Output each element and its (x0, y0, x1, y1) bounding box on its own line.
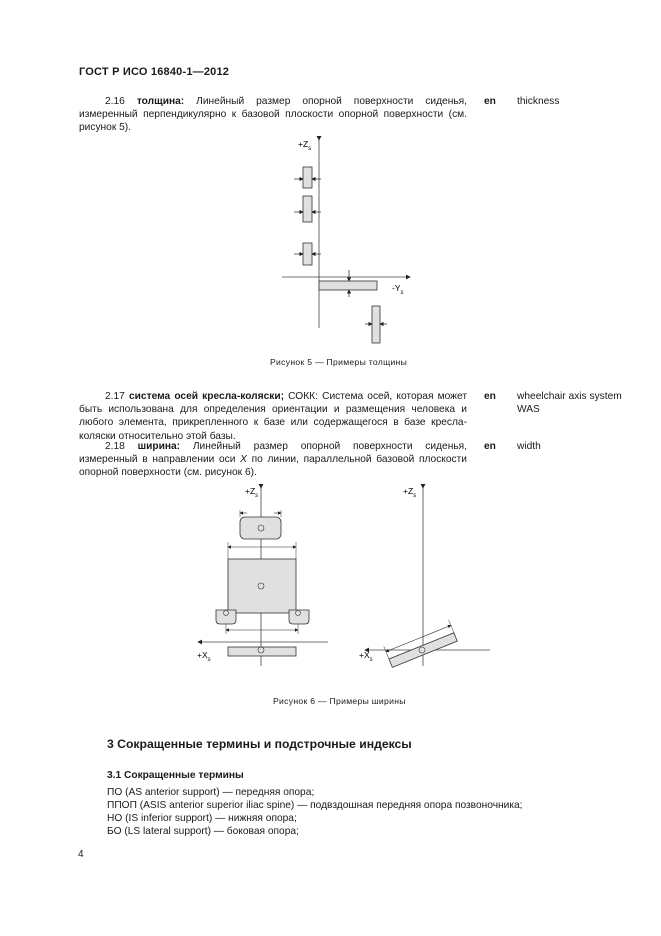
width-example-tilted-seat (384, 620, 458, 668)
width-example-seat (228, 647, 296, 656)
width-example-left-pad (216, 610, 236, 624)
abbreviation-item: НО (IS inferior support) — нижняя опора; (107, 813, 297, 824)
page-number: 4 (78, 849, 84, 860)
definition-number: 2.18 (105, 441, 125, 452)
definition-number: 2.17 (105, 391, 125, 402)
definition-2-17 (79, 390, 467, 443)
z-axis-label: $+Z_s$ (298, 139, 312, 152)
width-example-right-pad (289, 610, 309, 624)
right-x-label: $+X_s$ (359, 650, 373, 663)
english-term: wheelchair axis system WAS (517, 391, 622, 416)
thickness-example-top (303, 167, 312, 188)
definition-text: по линии, параллельной базовой плоскости опорной поверхности (см. рисунок 6). (79, 454, 467, 479)
definition-term: ширина: (137, 441, 181, 452)
axis-letter: X (240, 454, 247, 466)
language-code: en (484, 391, 496, 402)
left-z-label: $+Z_s$ (245, 486, 259, 499)
definition-number: 2.16 (105, 96, 125, 107)
definition-term: система осей кресла-коляски; (129, 391, 285, 402)
language-code: en (484, 96, 496, 107)
figure-6-caption: Рисунок 6 — Примеры ширины (273, 696, 406, 706)
english-term: width (517, 441, 541, 452)
thickness-example-horizontal (319, 281, 377, 290)
section-3-heading: 3 Сокращенные термины и подстрочные индексы (107, 737, 412, 751)
width-example-headrest (240, 517, 281, 539)
definition-term: толщина: (136, 96, 185, 107)
english-term: thickness (517, 96, 560, 107)
document-header: ГОСТ Р ИСО 16840-1—2012 (79, 66, 230, 78)
section-3-1-heading: 3.1 Сокращенные термины (107, 770, 244, 781)
definition-text: СОКК: Система осей, которая может быть использована для определения ориентации и размещения человека и любого элемента, прикрепленного к базе или содержащегося в базе кресла-коляски относительно этой базы. (79, 391, 467, 442)
thickness-example-detached (372, 306, 380, 343)
figure-5-caption: Рисунок 5 — Примеры толщины (270, 357, 408, 367)
y-axis-label: $-Y_s$ (392, 283, 404, 296)
width-example-backrest (228, 559, 296, 613)
abbreviation-item: ПО (AS anterior support) — передняя опора; (107, 787, 315, 798)
definition-2-18 (79, 440, 467, 480)
language-code: en (484, 441, 496, 452)
definition-2-16 (79, 95, 467, 135)
thickness-example-middle (303, 196, 312, 222)
definition-text: Линейный размер опорной поверхности сиденья, измеренный перпендикулярно к базовой плоскости опорной поверхности (см. рисунок 5). (79, 96, 467, 134)
left-x-label: $+X_s$ (197, 650, 211, 663)
definition-text: Линейный размер опорной поверхности сиденья, измеренный в направлении оси (79, 441, 467, 466)
right-z-label: $+Z_s$ (403, 486, 417, 499)
thickness-example-lower (303, 243, 312, 265)
figure-5-thickness-diagram (270, 136, 420, 348)
abbreviation-item: ППОП (ASIS anterior superior iliac spine) — подвздошная передняя опора позвоночника; (107, 800, 523, 811)
abbreviation-item: БО (LS lateral support) — боковая опора; (107, 826, 299, 837)
figure-6-width-diagram (190, 482, 500, 668)
